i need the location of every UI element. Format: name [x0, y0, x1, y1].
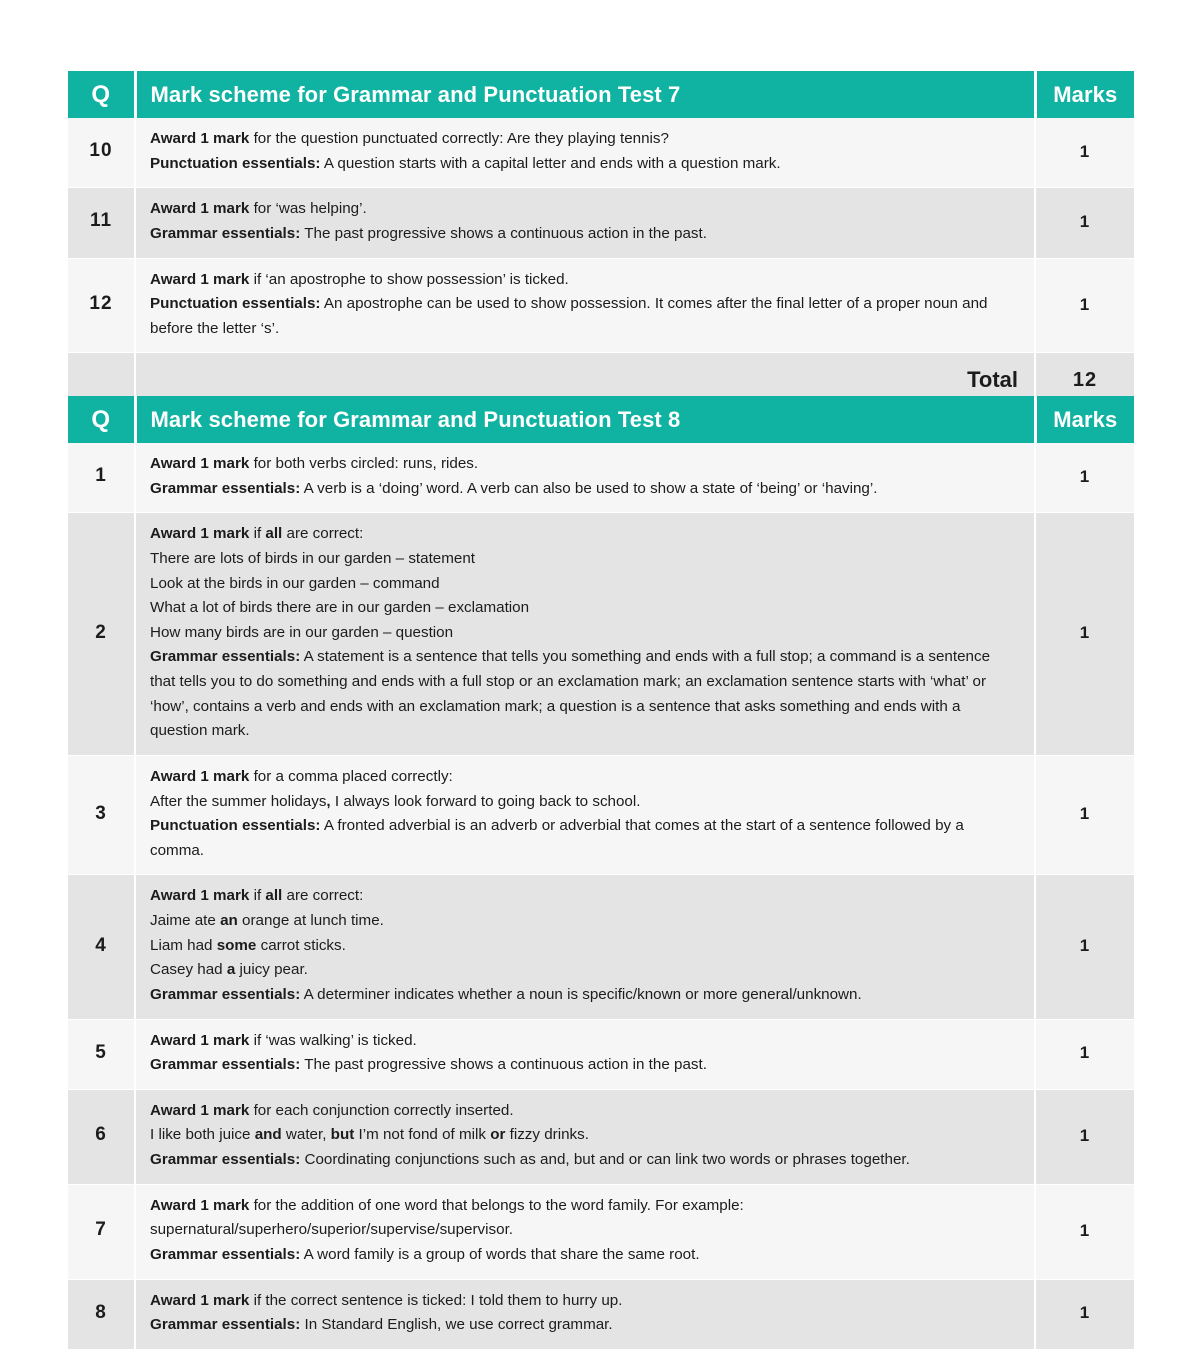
answer-text: Look at the birds in our garden – command [150, 574, 440, 592]
answer-text: A statement is a sentence that tells you something and ends with a full stop; a command is a sentence that tells you to do something and ends with a full stop or an exclamation mark; an exclamation sentence starts with ‘what’ or ‘how’, contains a verb and ends with an exclamation mark; a question is a sentence that asks something and ends with a question mark. [150, 648, 991, 740]
total-value: 12 [1035, 353, 1134, 409]
answer-text: A verb is a ‘doing’ word. A verb can also be used to show a state of ‘being’ or ‘having’. [300, 479, 878, 497]
answer-text: are correct: [282, 887, 364, 905]
answer-text: for ‘was helping’. [249, 200, 367, 218]
answer-line [150, 268, 1016, 293]
header-question-column: Q [68, 396, 135, 443]
answer-line [150, 814, 1016, 863]
answer-line [150, 1313, 1016, 1338]
table-row [68, 513, 1134, 756]
answer-emphasis: Grammar essentials: [150, 1151, 301, 1168]
header-question-column: Q [68, 71, 135, 118]
answer-line [150, 197, 1016, 222]
answer-text: for the question punctuated correctly: Are they playing tennis? [249, 130, 669, 147]
answer-line [150, 1029, 1016, 1054]
total-label: Total [135, 353, 1035, 409]
table-row [68, 755, 1134, 875]
question-number: 2 [68, 513, 135, 756]
answer-text: for both verbs circled: runs, rides. [249, 455, 479, 472]
question-number: 5 [68, 1019, 135, 1089]
answer-line [150, 983, 1016, 1008]
table-row [68, 1279, 1134, 1349]
table-row [68, 443, 1134, 513]
answer-text: A word family is a group of words that share the same root. [300, 1245, 700, 1263]
answer-text: A fronted adverbial is an adverb or adverbial that comes at the start of a sentence followed by a comma. [150, 817, 964, 859]
mark-scheme-table-test-8 [68, 396, 1134, 1350]
mark-scheme-answer [135, 258, 1035, 353]
answer-emphasis: Award 1 mark [150, 130, 250, 147]
answer-line [150, 292, 1016, 341]
answer-emphasis: , [326, 792, 331, 810]
answer-emphasis: but [330, 1126, 355, 1144]
answer-emphasis: Award 1 mark [150, 455, 250, 472]
mark-scheme-answer [135, 875, 1035, 1019]
table-row [68, 118, 1134, 188]
header-marks-column: Marks [1035, 71, 1134, 118]
mark-scheme-answer [135, 188, 1035, 258]
header-row [68, 71, 1134, 118]
mark-scheme-answer [135, 1019, 1035, 1089]
question-number: 12 [68, 258, 135, 353]
answer-text: for the addition of one word that belongs to the word family. For example: supernatural/superhero/superior/supervise/supervisor. [150, 1196, 744, 1239]
answer-emphasis: Award 1 mark [150, 887, 250, 905]
answer-line [150, 958, 1016, 983]
answer-line [150, 572, 1016, 597]
answer-text: if [249, 887, 266, 905]
mark-scheme-answer [135, 755, 1035, 875]
question-number: 1 [68, 443, 135, 513]
table-row [68, 1019, 1134, 1089]
answer-text: A determiner indicates whether a noun is specific/known or more general/unknown. [300, 985, 862, 1003]
table-row [68, 258, 1134, 353]
table-row [68, 1184, 1134, 1279]
answer-line [150, 522, 1016, 547]
answer-emphasis: Grammar essentials: [150, 985, 301, 1003]
answer-emphasis: and [254, 1126, 282, 1144]
answer-emphasis: an [220, 912, 238, 929]
answer-line [150, 884, 1016, 909]
answer-text: Casey had [150, 961, 227, 979]
mark-scheme-table [68, 396, 1134, 1350]
mark-value: 1 [1035, 258, 1134, 353]
answer-text: What a lot of birds there are in our garden – exclamation [150, 599, 530, 617]
mark-value: 1 [1035, 513, 1134, 756]
answer-line [150, 1194, 1016, 1243]
answer-emphasis: Grammar essentials: [150, 224, 301, 242]
answer-line [150, 452, 1016, 477]
answer-emphasis: Grammar essentials: [150, 1245, 301, 1263]
question-number: 10 [68, 118, 135, 188]
mark-value: 1 [1035, 443, 1134, 513]
answer-line [150, 1289, 1016, 1314]
header-row [68, 396, 1134, 443]
answer-text: A question starts with a capital letter and ends with a question mark. [320, 154, 781, 172]
mark-value: 1 [1035, 118, 1134, 188]
answer-line [150, 152, 1016, 177]
answer-text: fizzy drinks. [505, 1126, 589, 1144]
answer-emphasis: Award 1 mark [150, 767, 250, 785]
answer-text: I’m not fond of milk [354, 1126, 491, 1144]
answer-emphasis: Punctuation essentials: [150, 817, 321, 835]
answer-text: if [249, 525, 266, 543]
answer-emphasis: Grammar essentials: [150, 479, 301, 497]
answer-emphasis: Award 1 mark [150, 200, 250, 218]
answer-line [150, 934, 1016, 959]
answer-emphasis: all [265, 525, 283, 543]
question-number: 11 [68, 188, 135, 258]
answer-text: How many birds are in our garden – question [150, 623, 454, 641]
answer-line [150, 127, 1016, 152]
answer-text: The past progressive shows a continuous action in the past. [300, 224, 707, 242]
mark-scheme-answer [135, 1184, 1035, 1279]
table-row [68, 875, 1134, 1019]
question-number: 8 [68, 1279, 135, 1349]
answer-line [150, 547, 1016, 572]
answer-emphasis: or [490, 1126, 506, 1144]
answer-text: if ‘an apostrophe to show possession’ is ticked. [249, 270, 569, 288]
answer-text: juicy pear. [235, 961, 308, 979]
answer-emphasis: Award 1 mark [150, 1291, 250, 1309]
answer-line [150, 645, 1016, 744]
answer-text: In Standard English, we use correct grammar. [300, 1316, 613, 1334]
answer-emphasis: Award 1 mark [150, 1196, 250, 1214]
answer-line [150, 477, 1016, 502]
answer-text: orange at lunch time. [237, 912, 384, 929]
answer-text: The past progressive shows a continuous action in the past. [300, 1056, 707, 1074]
answer-emphasis: Punctuation essentials: [150, 154, 321, 172]
table-body [68, 118, 1134, 409]
answer-text: An apostrophe can be used to show possession. It comes after the final letter of a proper noun and before the letter ‘s’. [150, 295, 988, 337]
mark-scheme-table [68, 71, 1134, 409]
answer-line [150, 1148, 1016, 1173]
answer-line [150, 765, 1016, 790]
answer-line [150, 1099, 1016, 1124]
header-marks-column: Marks [1035, 396, 1134, 443]
answer-line [150, 790, 1016, 815]
answer-line [150, 596, 1016, 621]
answer-line [150, 222, 1016, 247]
answer-emphasis: Grammar essentials: [150, 648, 301, 666]
answer-emphasis: some [216, 936, 257, 954]
answer-text: carrot sticks. [256, 936, 346, 954]
answer-text: After the summer holidays [150, 792, 327, 810]
table-header [68, 396, 1134, 443]
question-number: 3 [68, 755, 135, 875]
answer-text: Jaime ate [150, 912, 221, 929]
mark-scheme-answer [135, 118, 1035, 188]
table-row [68, 188, 1134, 258]
mark-scheme-answer [135, 1279, 1035, 1349]
answer-emphasis: Award 1 mark [150, 1031, 250, 1049]
question-number: 6 [68, 1089, 135, 1184]
answer-emphasis: a [226, 961, 236, 979]
answer-text: if the correct sentence is ticked: I told them to hurry up. [249, 1291, 623, 1309]
question-number: 4 [68, 875, 135, 1019]
answer-text: if ‘was walking’ is ticked. [249, 1031, 417, 1049]
answer-text: I always look forward to going back to school. [330, 792, 641, 810]
answer-text: There are lots of birds in our garden – statement [150, 549, 476, 567]
mark-scheme-answer [135, 513, 1035, 756]
answer-text: are correct: [282, 525, 364, 543]
answer-emphasis: Award 1 mark [150, 1101, 250, 1119]
mark-value: 1 [1035, 875, 1134, 1019]
answer-emphasis: Grammar essentials: [150, 1056, 301, 1074]
answer-emphasis: Award 1 mark [150, 525, 250, 543]
answer-line [150, 1243, 1016, 1268]
mark-value: 1 [1035, 1089, 1134, 1184]
header-title: Mark scheme for Grammar and Punctuation Test 7 [135, 71, 1035, 118]
table-row [68, 1089, 1134, 1184]
answer-emphasis: Punctuation essentials: [150, 295, 321, 313]
answer-emphasis: Award 1 mark [150, 270, 250, 288]
answer-text: Coordinating conjunctions such as and, but and or can link two words or phrases together. [300, 1151, 910, 1168]
mark-scheme-table-test-7 [68, 71, 1134, 409]
answer-text: water, [281, 1126, 331, 1144]
answer-emphasis: Grammar essentials: [150, 1316, 301, 1334]
mark-value: 1 [1035, 755, 1134, 875]
mark-value: 1 [1035, 1019, 1134, 1089]
mark-scheme-answer [135, 1089, 1035, 1184]
table-header [68, 71, 1134, 118]
mark-value: 1 [1035, 1184, 1134, 1279]
answer-line [150, 909, 1016, 934]
answer-text: for a comma placed correctly: [249, 767, 453, 785]
answer-text: Liam had [150, 936, 217, 954]
answer-emphasis: all [265, 887, 283, 905]
mark-value: 1 [1035, 1279, 1134, 1349]
mark-value: 1 [1035, 188, 1134, 258]
answer-line [150, 621, 1016, 646]
answer-line [150, 1053, 1016, 1078]
answer-text: for each conjunction correctly inserted. [249, 1101, 514, 1119]
mark-scheme-answer [135, 443, 1035, 513]
answer-line [150, 1123, 1016, 1148]
question-number: 7 [68, 1184, 135, 1279]
table-body [68, 443, 1134, 1349]
answer-text: I like both juice [150, 1126, 255, 1144]
header-title: Mark scheme for Grammar and Punctuation Test 8 [135, 396, 1035, 443]
